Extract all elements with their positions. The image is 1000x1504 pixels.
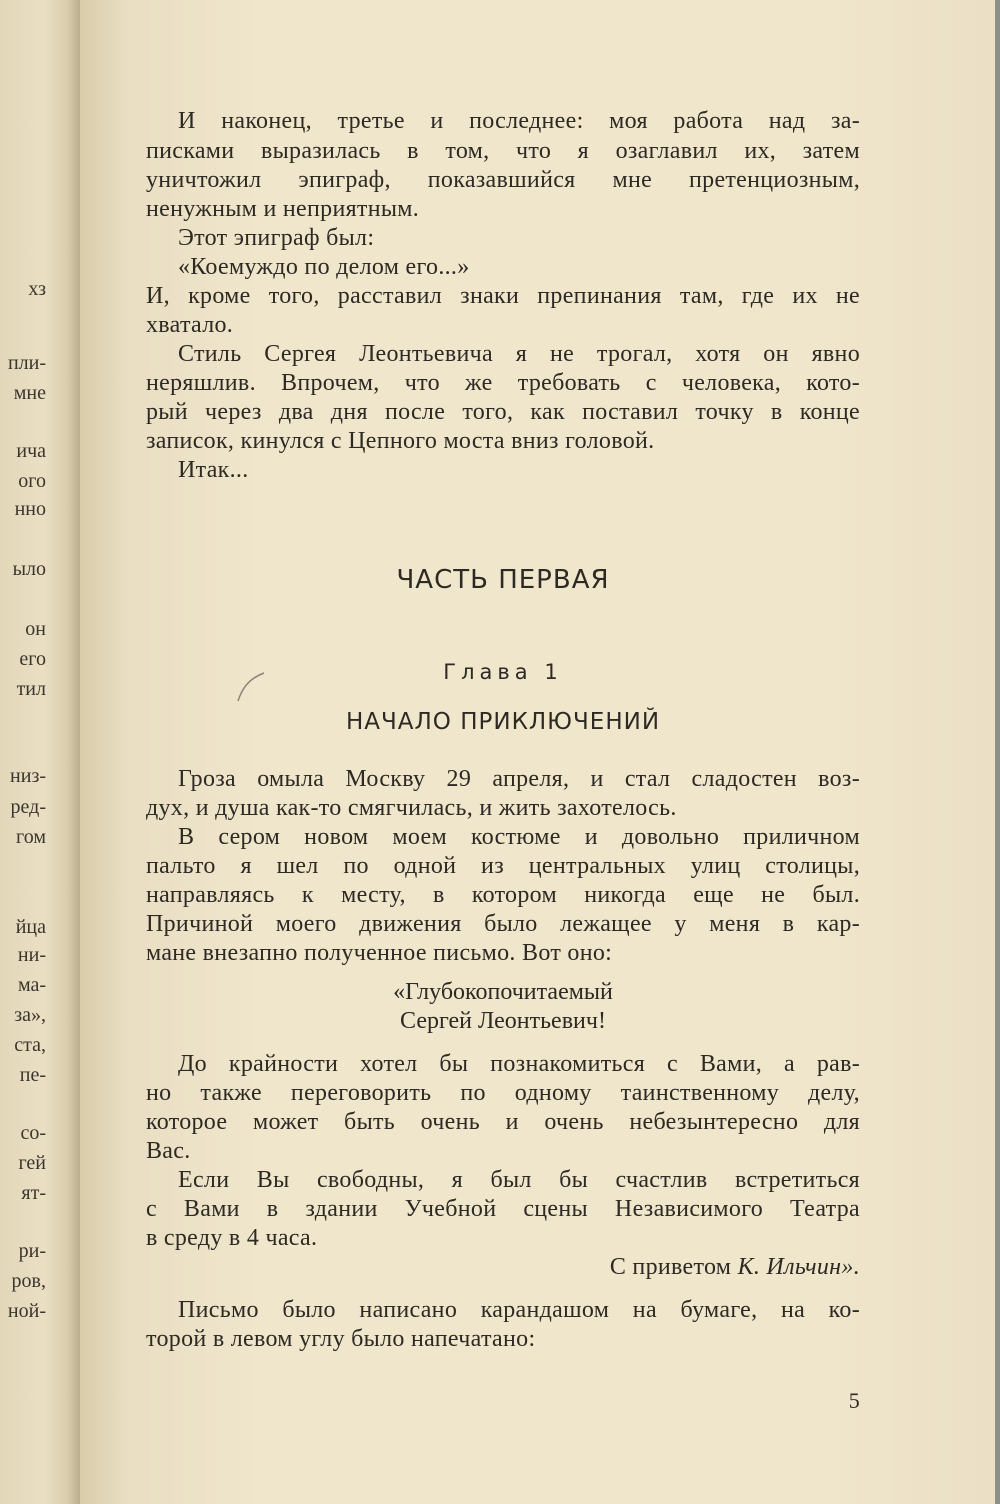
letter-line: Если Вы свободны, я был бы счастлив встретиться bbox=[178, 1167, 860, 1193]
letter-line: Вас. bbox=[146, 1138, 191, 1164]
page-edge bbox=[995, 0, 1000, 1504]
text-line: уничтожил эпиграф, показавшийся мне претенциозным, bbox=[146, 167, 860, 193]
text-line: Стиль Сергея Леонтьевича я не трогал, хотя он явно bbox=[178, 341, 860, 367]
left-page-fragment: со- bbox=[20, 1122, 46, 1144]
signoff-name: К. Ильчин». bbox=[737, 1254, 860, 1280]
text-line: В сером новом моем костюме и довольно приличном bbox=[178, 824, 860, 850]
text-line: Письмо было написано карандашом на бумаге, на ко- bbox=[178, 1297, 860, 1323]
letter-line: в среду в 4 часа. bbox=[146, 1225, 318, 1251]
left-page-fragment: его bbox=[19, 648, 46, 670]
text-line: записок, кинулся с Цепного моста вниз головой. bbox=[146, 428, 655, 454]
text-line: Итак... bbox=[178, 457, 249, 483]
letter-salutation: Сергей Леонтьевич! bbox=[400, 1008, 606, 1034]
left-page-fragment: ыло bbox=[12, 558, 46, 580]
text-line: И наконец, третье и последнее: моя работа над за- bbox=[178, 108, 860, 134]
left-page-fragment: ред- bbox=[10, 796, 46, 818]
chapter-label: Глава 1 bbox=[443, 660, 563, 684]
text-line: дух, и душа как-то смягчилась, и жить захотелось. bbox=[146, 795, 677, 821]
text-line: хватало. bbox=[146, 312, 234, 338]
letter-signoff bbox=[556, 1254, 860, 1281]
text-line: Гроза омыла Москву 29 апреля, и стал сладостен воз- bbox=[178, 766, 860, 792]
signoff-prefix: С приветом bbox=[609, 1254, 732, 1280]
left-page-fragment: ров, bbox=[11, 1270, 46, 1292]
text-line: ненужным и неприятным. bbox=[146, 196, 420, 222]
left-page-fragment: ят- bbox=[21, 1182, 46, 1204]
left-page-fragment: тил bbox=[16, 678, 46, 700]
text-line: рый через два дня после того, как поставил точку в конце bbox=[146, 399, 860, 425]
left-page-fragment: за», bbox=[14, 1004, 46, 1026]
epigraph: «Коемуждо по делом его...» bbox=[178, 254, 470, 280]
left-page-fragment: пе- bbox=[19, 1064, 46, 1086]
left-page-fragment: пли- bbox=[7, 352, 46, 374]
left-page-fragment: ого bbox=[18, 470, 46, 492]
left-page-fragment: йца bbox=[15, 916, 46, 938]
left-page-fragment: ни- bbox=[17, 944, 46, 966]
text-line: направляясь к месту, в котором никогда еще не был. bbox=[146, 882, 860, 908]
text-line: пальто я шел по одной из центральных улиц столицы, bbox=[146, 853, 860, 879]
letter-line: которое может быть очень и очень небезынтересно для bbox=[146, 1109, 860, 1135]
left-page-fragment: хз bbox=[28, 278, 46, 300]
text-line: неряшлив. Впрочем, что же требовать с человека, кото- bbox=[146, 370, 860, 396]
left-page-fragment: ной- bbox=[7, 1300, 46, 1322]
text-line: писками выразилась в том, что я озаглавил их, затем bbox=[146, 138, 860, 164]
left-page-fragment: низ- bbox=[10, 765, 46, 787]
text-line: мане внезапно полученное письмо. Вот оно: bbox=[146, 940, 613, 966]
text-line: торой в левом углу было напечатано: bbox=[146, 1326, 536, 1352]
left-page-fragment: гом bbox=[16, 826, 46, 848]
letter-line: До крайности хотел бы познакомиться с Вами, а рав- bbox=[178, 1051, 860, 1077]
text-line: И, кроме того, расставил знаки препинания там, где их не bbox=[146, 283, 860, 309]
left-page-fragment: ма- bbox=[17, 974, 46, 996]
letter-salutation: «Глубокопочитаемый bbox=[393, 979, 613, 1005]
text-line: Этот эпиграф был: bbox=[178, 225, 375, 251]
letter-line: с Вами в здании Учебной сцены Независимого Театра bbox=[146, 1196, 860, 1222]
left-page-fragment: гей bbox=[18, 1152, 46, 1174]
text-line: Причиной моего движения было лежащее у меня в кар- bbox=[146, 911, 860, 937]
left-page-fragment: ри- bbox=[18, 1240, 46, 1262]
left-page-fragment: он bbox=[25, 618, 46, 640]
left-page-fragment: мне bbox=[13, 382, 46, 404]
chapter-title: НАЧАЛО ПРИКЛЮЧЕНИЙ bbox=[345, 709, 661, 735]
left-page-fragment: ича bbox=[16, 440, 46, 462]
part-title: ЧАСТЬ ПЕРВАЯ bbox=[396, 565, 610, 595]
page-number: 5 bbox=[848, 1388, 860, 1413]
left-page-fragment: ста, bbox=[14, 1034, 46, 1056]
left-facing-page bbox=[0, 0, 80, 1504]
left-page-fragment: нно bbox=[14, 498, 46, 520]
letter-line: но также переговорить по одному таинственному делу, bbox=[146, 1080, 860, 1106]
